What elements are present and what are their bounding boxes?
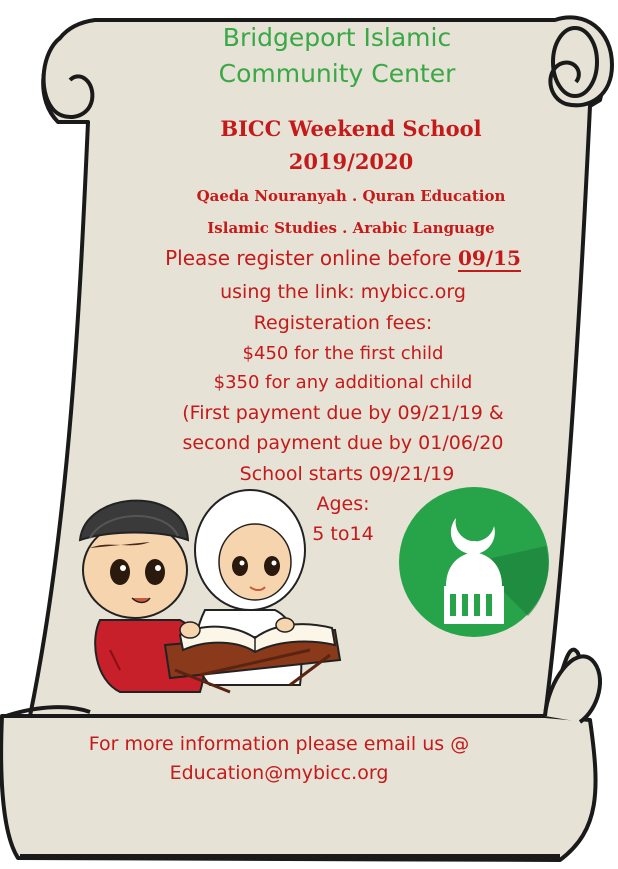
fee-first-child: $450 for the first child [242,343,444,364]
register-link-line: using the link: mybicc.org [220,281,466,303]
register-deadline: 09/15 [457,246,521,270]
org-name-line2: Community Center [218,59,456,88]
register-prefix: Please register online before [165,246,458,270]
school-title: BICC Weekend School [220,116,482,141]
payment-line1: (First payment due by 09/21/19 & [182,402,504,424]
fees-heading: Registeration fees: [253,312,433,334]
fee-additional-child: $350 for any additional child [213,372,473,393]
register-line [34,246,618,270]
school-year: 2019/2020 [288,149,414,174]
subjects-line1: Qaeda Nouranyah . Quran Education [196,187,506,205]
org-name-line1: Bridgeport Islamic [222,23,452,52]
mosque-crescent-icon [398,486,550,638]
children-reading-illustration [50,470,350,700]
contact-email[interactable]: Education@mybicc.org [169,762,389,784]
subjects-line2: Islamic Studies . Arabic Language [207,219,495,237]
ages-label: Ages: [316,493,370,515]
ages-range: 5 to14 [312,523,374,545]
school-start: School starts 09/21/19 [239,463,455,485]
payment-line2: second payment due by 01/06/20 [182,432,504,454]
contact-line: For more information please email us @ [88,733,470,755]
